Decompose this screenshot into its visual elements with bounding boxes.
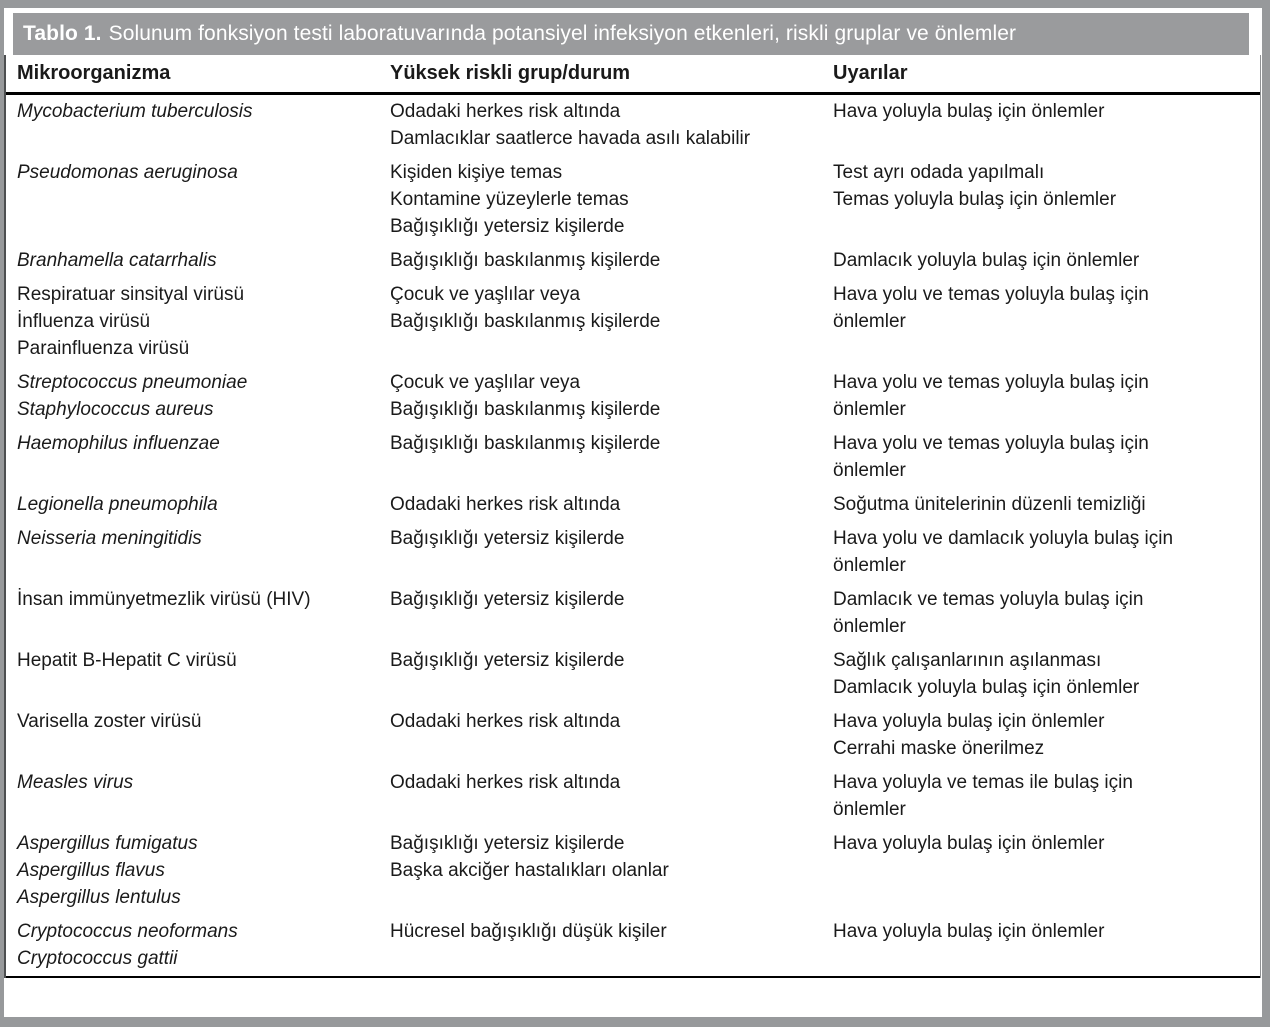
cell-line: Odadaki herkes risk altında — [390, 101, 621, 122]
cell-line: Kişiden kişiye temas — [390, 162, 563, 183]
cell-line: Haemophilus influenzae — [17, 433, 220, 454]
cell-line: Bağışıklığı yetersiz kişilerde — [390, 216, 625, 237]
microorganism-cell — [6, 369, 390, 423]
cell-line: Odadaki herkes risk altında — [390, 494, 621, 515]
cell-line: Hava yoluyla bulaş için önlemler — [833, 101, 1105, 122]
warnings-cell — [833, 430, 1260, 484]
risk-group-cell — [390, 769, 833, 823]
cell-line: Branhamella catarrhalis — [17, 250, 217, 271]
risk-group-cell — [390, 647, 833, 701]
cell-line: Parainfluenza virüsü — [17, 338, 190, 359]
warnings-cell — [833, 586, 1260, 640]
cell-line: Neisseria meningitidis — [17, 528, 202, 549]
table-body — [6, 95, 1260, 978]
cell-line: Measles virus — [17, 772, 134, 793]
table-row — [6, 644, 1260, 705]
microorganism-cell — [6, 525, 390, 579]
table-row — [6, 915, 1260, 976]
table-row — [6, 156, 1260, 244]
microorganism-cell — [6, 491, 390, 518]
cell-line: Aspergillus flavus — [17, 860, 165, 881]
cell-line: Başka akciğer hastalıkları olanlar — [390, 860, 669, 881]
microorganism-cell — [6, 247, 390, 274]
microorganism-cell — [6, 281, 390, 362]
cell-line: Çocuk ve yaşlılar veya — [390, 372, 581, 393]
cell-line: Hava yolu ve damlacık yoluyla bulaş için — [833, 528, 1174, 549]
cell-line: önlemler — [833, 460, 906, 481]
risk-group-cell — [390, 830, 833, 911]
warnings-cell — [833, 918, 1260, 972]
cell-line: önlemler — [833, 799, 906, 820]
warnings-cell — [833, 708, 1260, 762]
risk-group-cell — [390, 918, 833, 972]
warnings-cell — [833, 647, 1260, 701]
cell-line: Hava yolu ve temas yoluyla bulaş için — [833, 372, 1149, 393]
column-header-risk-group: Yüksek riskli grup/durum — [390, 62, 631, 84]
warnings-cell — [833, 369, 1260, 423]
cell-line: Cryptococcus neoformans — [17, 921, 238, 942]
microorganism-cell — [6, 647, 390, 701]
column-header-microorganism: Mikroorganizma — [17, 62, 171, 84]
page-frame-right — [1262, 0, 1270, 1027]
warnings-cell — [833, 769, 1260, 823]
microorganism-cell — [6, 98, 390, 152]
cell-line: Temas yoluyla bulaş için önlemler — [833, 189, 1117, 210]
cell-line: Bağışıklığı yetersiz kişilerde — [390, 589, 625, 610]
cell-line: Soğutma ünitelerinin düzenli temizliği — [833, 494, 1146, 515]
cell-line: Damlacıklar saatlerce havada asılı kalabilir — [390, 128, 751, 149]
cell-line: Odadaki herkes risk altında — [390, 772, 621, 793]
cell-line: Pseudomonas aeruginosa — [17, 162, 238, 183]
cell-line: Hava yoluyla ve temas ile bulaş için — [833, 772, 1133, 793]
cell-line: Test ayrı odada yapılmalı — [833, 162, 1045, 183]
microorganism-cell — [6, 430, 390, 484]
warnings-cell — [833, 830, 1260, 911]
cell-line: Çocuk ve yaşlılar veya — [390, 284, 581, 305]
microorganism-cell — [6, 918, 390, 972]
cell-line: İnfluenza virüsü — [17, 311, 151, 332]
table-row — [6, 95, 1260, 156]
cell-line: Cryptococcus gattii — [17, 948, 178, 969]
cell-line: Odadaki herkes risk altında — [390, 711, 621, 732]
risk-group-cell — [390, 369, 833, 423]
infection-agents-table — [4, 55, 1261, 978]
table-row — [6, 583, 1260, 644]
cell-line: önlemler — [833, 616, 906, 637]
cell-line: Bağışıklığı baskılanmış kişilerde — [390, 433, 661, 454]
cell-line: önlemler — [833, 311, 906, 332]
cell-line: Hava yoluyla bulaş için önlemler — [833, 921, 1105, 942]
microorganism-cell — [6, 769, 390, 823]
risk-group-cell — [390, 525, 833, 579]
risk-group-cell — [390, 430, 833, 484]
cell-line: önlemler — [833, 399, 906, 420]
warnings-cell — [833, 98, 1260, 152]
table-header-row — [6, 55, 1260, 95]
table-row — [6, 366, 1260, 427]
cell-line: önlemler — [833, 555, 906, 576]
cell-line: Damlacık yoluyla bulaş için önlemler — [833, 677, 1140, 698]
cell-line: Bağışıklığı baskılanmış kişilerde — [390, 250, 661, 271]
cell-line: İnsan immünyetmezlik virüsü (HIV) — [17, 589, 311, 610]
table-row — [6, 522, 1260, 583]
warnings-cell — [833, 281, 1260, 362]
cell-line: Damlacık ve temas yoluyla bulaş için — [833, 589, 1144, 610]
cell-line: Varisella zoster virüsü — [17, 711, 202, 732]
table-caption: Solunum fonksiyon testi laboratuvarında potansiyel infeksiyon etkenleri, riskli gruplar ve önlemler — [108, 22, 1017, 45]
cell-line: Damlacık yoluyla bulaş için önlemler — [833, 250, 1140, 271]
risk-group-cell — [390, 247, 833, 274]
cell-line: Hava yolu ve temas yoluyla bulaş için — [833, 433, 1149, 454]
cell-line: Bağışıklığı baskılanmış kişilerde — [390, 311, 661, 332]
cell-line: Bağışıklığı baskılanmış kişilerde — [390, 399, 661, 420]
table-number-label: Tablo 1. — [23, 22, 102, 45]
cell-line: Hücresel bağışıklığı düşük kişiler — [390, 921, 667, 942]
risk-group-cell — [390, 159, 833, 240]
cell-line: Staphylococcus aureus — [17, 399, 214, 420]
cell-line: Bağışıklığı yetersiz kişilerde — [390, 528, 625, 549]
warnings-cell — [833, 159, 1260, 240]
microorganism-cell — [6, 830, 390, 911]
risk-group-cell — [390, 281, 833, 362]
table-row — [6, 766, 1260, 827]
cell-line: Bağışıklığı yetersiz kişilerde — [390, 650, 625, 671]
cell-line: Streptococcus pneumoniae — [17, 372, 248, 393]
table-row — [6, 705, 1260, 766]
warnings-cell — [833, 491, 1260, 518]
microorganism-cell — [6, 708, 390, 762]
cell-line: Kontamine yüzeylerle temas — [390, 189, 629, 210]
cell-line: Cerrahi maske önerilmez — [833, 738, 1045, 759]
risk-group-cell — [390, 491, 833, 518]
cell-line: Sağlık çalışanlarının aşılanması — [833, 650, 1102, 671]
table-row — [6, 488, 1260, 522]
table-row — [6, 244, 1260, 278]
microorganism-cell — [6, 586, 390, 640]
column-header-warnings: Uyarılar — [833, 62, 908, 84]
cell-line: Aspergillus lentulus — [17, 887, 181, 908]
table-row — [6, 278, 1260, 366]
risk-group-cell — [390, 708, 833, 762]
risk-group-cell — [390, 586, 833, 640]
cell-line: Hava yoluyla bulaş için önlemler — [833, 711, 1105, 732]
cell-line: Legionella pneumophila — [17, 494, 218, 515]
table-row — [6, 427, 1260, 488]
warnings-cell — [833, 247, 1260, 274]
cell-line: Hava yoluyla bulaş için önlemler — [833, 833, 1105, 854]
table-row — [6, 827, 1260, 915]
cell-line: Respiratuar sinsityal virüsü — [17, 284, 245, 305]
cell-line: Hava yolu ve temas yoluyla bulaş için — [833, 284, 1149, 305]
cell-line: Bağışıklığı yetersiz kişilerde — [390, 833, 625, 854]
page-frame-bottom — [0, 1017, 1270, 1027]
cell-line: Hepatit B-Hepatit C virüsü — [17, 650, 237, 671]
cell-line: Aspergillus fumigatus — [17, 833, 198, 854]
table-title-bar — [13, 13, 1249, 55]
risk-group-cell — [390, 98, 833, 152]
cell-line: Mycobacterium tuberculosis — [17, 101, 253, 122]
page-frame-top — [0, 0, 1270, 8]
warnings-cell — [833, 525, 1260, 579]
microorganism-cell — [6, 159, 390, 240]
